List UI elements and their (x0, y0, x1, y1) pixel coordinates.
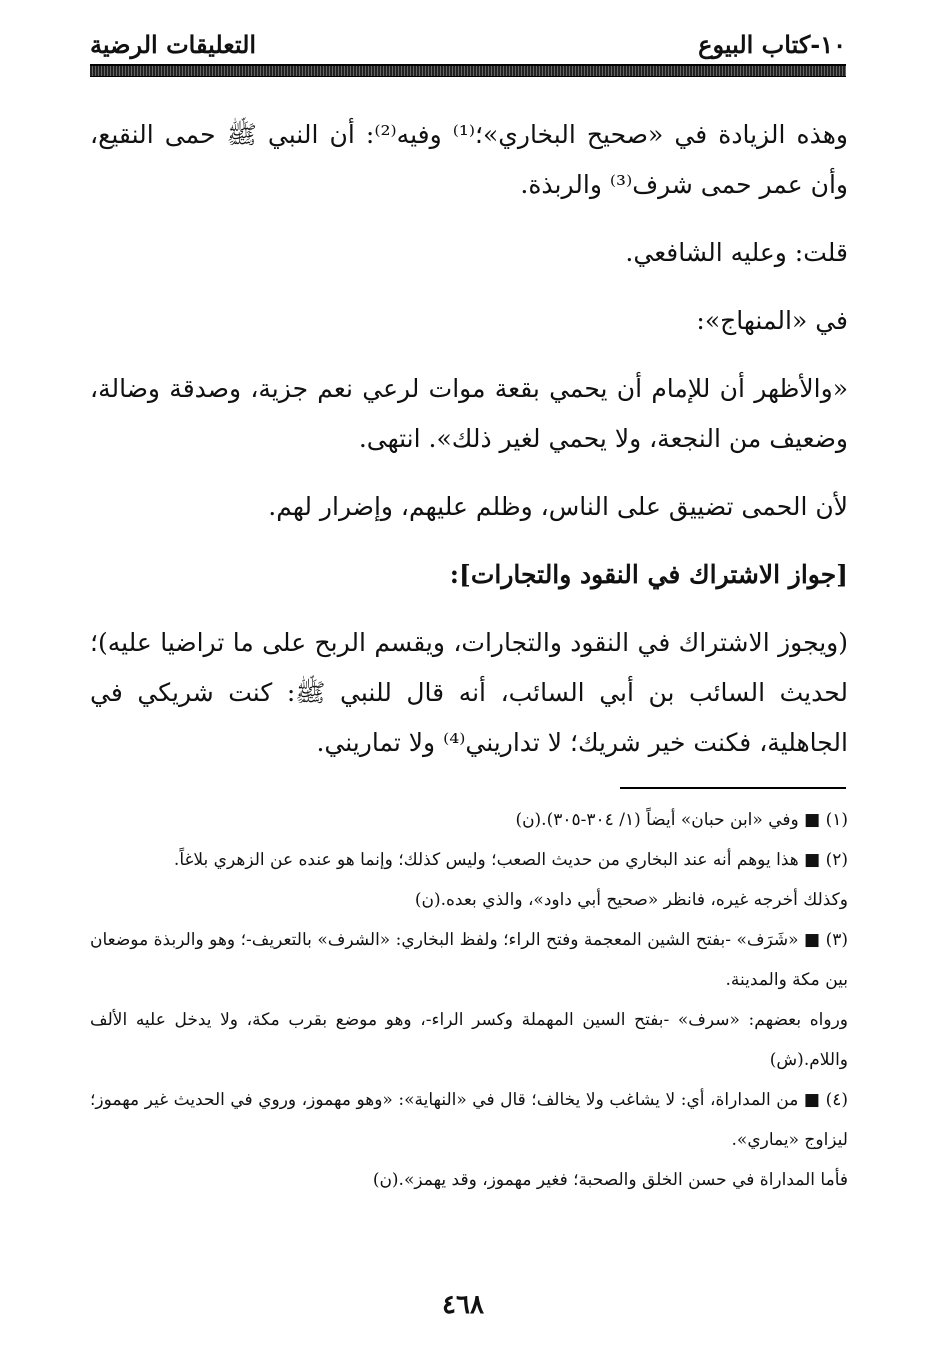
paragraph-minhaj-ref: في «المنهاج»: (696, 306, 848, 335)
paragraph-shafii: قلت: وعليه الشافعي. (625, 238, 848, 267)
footnotes (90, 800, 848, 1200)
footnote-separator (620, 787, 846, 789)
main-text (90, 110, 848, 768)
footnote-2: (٢) ■ هذا يوهم أنه عند البخاري من حديث الصعب؛ وليس كذلك؛ وإنما هو عنده عن الزهري بلاغاً. (173, 850, 848, 870)
header-rule (90, 64, 846, 77)
section-heading: [جواز الاشتراك في النقود والتجارات]: (449, 560, 848, 589)
footnote-3-continued: ورواه بعضهم: «سرف» -بفتح السين المهملة وكسر الراء-، وهو موضع بقرب مكة، ولا يدخل عليه الألف واللام.(ش) (90, 1010, 848, 1070)
footnote-1: (١) ■ وفي «ابن حبان» أيضاً (١/ ٣٠٤-٣٠٥).(ن) (515, 810, 848, 830)
paragraph-minhaj-quote: «والأظهر أن للإمام أن يحمي بقعة موات لرعي نعم جزية، وصدقة وضالة، وضعيف من النجعة، ولا يحمي لغير ذلك». انتهى. (90, 374, 848, 453)
page-number: ٤٦٨ (442, 1290, 484, 1320)
book-title: التعليقات الرضية (90, 30, 257, 59)
footnote-3: (٣) ■ «شَرَف» -بفتح الشين المعجمة وفتح الراء؛ ولفظ البخاري: «الشرف» بالتعريف-؛ وهو والربذة موضعان بين مكة والمدينة. (90, 930, 848, 990)
footnote-2-continued: وكذلك أخرجه غيره، فانظر «صحيح أبي داود»، والذي بعده.(ن) (414, 890, 848, 910)
paragraph-zubayda: وهذه الزيادة في «صحيح البخاري»؛⁽¹⁾ وفيه⁽²⁾: أن النبي ﷺ حمى النقيع، وأن عمر حمى شرف⁽³⁾ والربذة. (90, 120, 848, 199)
paragraph-hima-reason: لأن الحمى تضييق على الناس، وظلم عليهم، وإضرار لهم. (268, 492, 848, 521)
chapter-title: ١٠-كتاب البيوع (698, 30, 846, 59)
footnote-4: (٤) ■ من المداراة، أي: لا يشاغب ولا يخالف؛ قال في «النهاية»: «وهو مهموز، وروي في الحديث غير مهموز؛ ليزاوج «يماري». (90, 1090, 848, 1150)
paragraph-partnership: (ويجوز الاشتراك في النقود والتجارات، ويقسم الربح على ما تراضيا عليه)؛ لحديث السائب بن أبي السائب، أنه قال للنبي ﷺ: كنت شريكي في الجاهلية، فكنت خير شريك؛ لا تداريني⁽⁴⁾ ولا تماريني. (90, 628, 848, 757)
footnote-4-continued: فأما المداراة في حسن الخلق والصحبة؛ فغير مهموز، وقد يهمز».(ن) (372, 1170, 848, 1190)
running-header (90, 22, 846, 62)
